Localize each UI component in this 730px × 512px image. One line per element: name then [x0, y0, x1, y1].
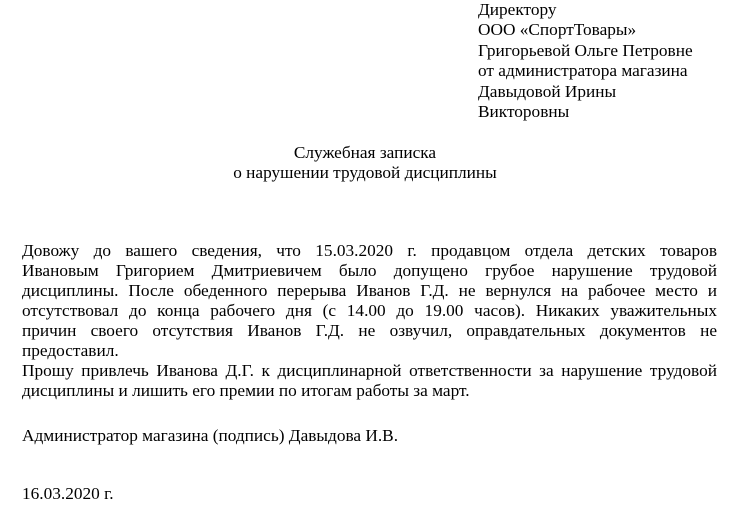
memo-subtitle: о нарушении трудовой дисциплины	[233, 163, 497, 182]
memo-date: 16.03.2020 г.	[22, 484, 114, 503]
body-line: предоставил.	[22, 341, 119, 360]
body-line: Довожу до вашего сведения, что 15.03.2020 г. продавцом отдела детских товаров	[22, 241, 717, 260]
addressee-line: Викторовны	[478, 102, 570, 121]
memo-title: Служебная записка	[293, 143, 437, 162]
request-line: дисциплины и лишить его премии по итогам работы за март.	[22, 381, 470, 400]
addressee-line: Директору	[478, 0, 557, 19]
request-line: Прошу привлечь Иванова Д.Г. к дисциплинарной ответственности за нарушение трудовой	[22, 361, 717, 380]
addressee-line: ООО «СпортТовары»	[478, 20, 637, 39]
addressee-line: Давыдовой Ирины	[478, 82, 617, 101]
memo-body	[22, 241, 717, 401]
signature-line: Администратор магазина (подпись) Давыдова И.В.	[22, 426, 399, 445]
body-line: Ивановым Григорием Дмитриевичем было допущено грубое нарушение трудовой	[22, 261, 717, 280]
addressee-line: Григорьевой Ольге Петровне	[478, 41, 693, 60]
body-line: дисциплины. После обеденного перерыва Иванов Г.Д. не вернулся на рабочее место и	[22, 281, 717, 300]
body-line: отсутствовал до конца рабочего дня (с 14.00 до 19.00 часов). Никаких уважительных	[22, 301, 717, 320]
addressee-line: от администратора магазина	[478, 61, 688, 80]
body-line: причин своего отсутствия Иванов Г.Д. не озвучил, оправдательных документов не	[22, 321, 717, 340]
